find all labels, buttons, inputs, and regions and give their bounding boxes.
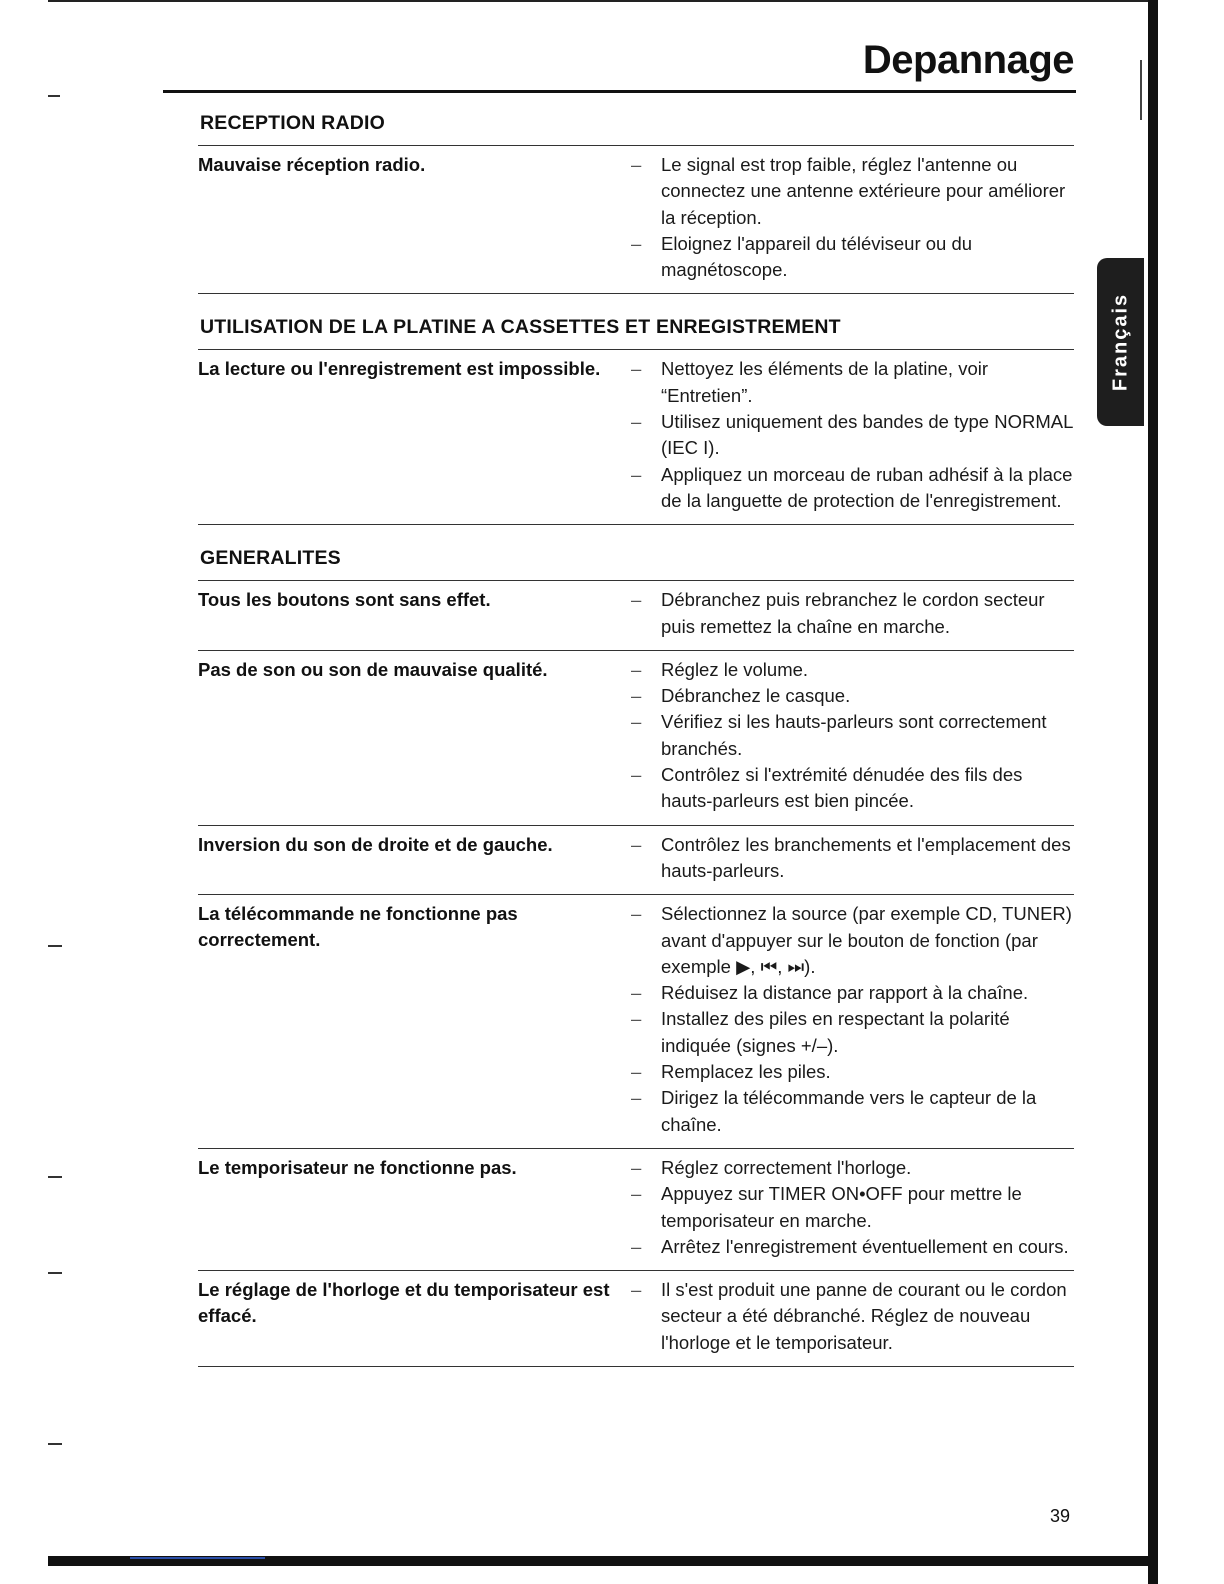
language-tab-label: Français xyxy=(1109,292,1131,392)
solution-item: – Eloignez l'appareil du téléviseur ou du magnétoscope. xyxy=(623,231,1074,284)
right-edge-bar xyxy=(1148,0,1158,1584)
margin-mark xyxy=(48,945,62,947)
margin-mark xyxy=(48,1176,62,1178)
solution-item: – Contrôlez les branchements et l'emplacement des hauts-parleurs. xyxy=(623,832,1074,885)
problem-text: La lecture ou l'enregistrement est impossible. xyxy=(198,358,601,380)
solution-list xyxy=(623,1155,1074,1260)
problem-row xyxy=(198,349,1074,525)
title-rule xyxy=(163,90,1076,93)
solution-list xyxy=(623,901,1074,1138)
solution-item: – Vérifiez si les hauts-parleurs sont correctement branchés. xyxy=(623,709,1074,762)
solution-item: – Réglez correctement l'horloge. xyxy=(623,1155,1074,1181)
solution-list xyxy=(623,356,1074,514)
solution-item: – Réduisez la distance par rapport à la chaîne. xyxy=(623,980,1074,1006)
section-reception-radio xyxy=(198,112,1074,294)
problem-row xyxy=(198,145,1074,294)
problem-row xyxy=(198,650,1074,825)
solution-list xyxy=(623,1277,1074,1356)
language-tab xyxy=(1097,258,1144,426)
section-heading: UTILISATION DE LA PLATINE A CASSETTES ET ENREGISTREMENT xyxy=(200,316,841,339)
problem-text: Le temporisateur ne fonctionne pas. xyxy=(198,1156,517,1178)
problem-text: Mauvaise réception radio. xyxy=(198,154,426,175)
solution-item: – Nettoyez les éléments de la platine, voir “Entretien”. xyxy=(623,356,1074,409)
solution-item: – Appliquez un morceau de ruban adhésif à la place de la languette de protection de l'enregistrement. xyxy=(623,462,1074,515)
problem-row xyxy=(198,1148,1074,1270)
problem-row xyxy=(198,825,1074,895)
bottom-edge-mark xyxy=(130,1557,265,1559)
section-cassette xyxy=(198,316,1074,525)
solution-item: – Utilisez uniquement des bandes de type NORMAL (IEC I). xyxy=(623,409,1074,462)
margin-mark xyxy=(48,1272,62,1274)
solution-item: – Réglez le volume. xyxy=(623,657,1074,683)
problem-text: Pas de son ou son de mauvaise qualité. xyxy=(198,658,548,680)
solution-item: – Appuyez sur TIMER ON•OFF pour mettre le temporisateur en marche. xyxy=(623,1181,1074,1234)
solution-item: – Dirigez la télécommande vers le capteur de la chaîne. xyxy=(623,1085,1074,1138)
section-heading: RECEPTION RADIO xyxy=(200,112,386,134)
margin-mark xyxy=(48,1443,62,1445)
page-number: 39 xyxy=(1050,1506,1071,1526)
solution-item: – Contrôlez si l'extrémité dénudée des fils des hauts-parleurs est bien pincée. xyxy=(623,762,1074,815)
solution-item: – Débranchez le casque. xyxy=(623,683,1074,709)
page-title: Depannage xyxy=(862,38,1074,82)
problem-text: Tous les boutons sont sans effet. xyxy=(198,589,491,611)
solution-list xyxy=(623,657,1074,815)
troubleshooting-content xyxy=(198,112,1074,1367)
problem-row xyxy=(198,894,1074,1148)
problem-text: Inversion du son de droite et de gauche. xyxy=(198,833,553,855)
solution-item: – Sélectionnez la source (par exemple CD, TUNER) avant d'appuyer sur le bouton de fonction (par exemple ▶, ⏮, ⏭). xyxy=(623,901,1074,980)
margin-mark xyxy=(48,95,60,97)
top-border xyxy=(48,0,1148,2)
solution-item: – Installez des piles en respectant la polarité indiquée (signes +/–). xyxy=(623,1006,1074,1059)
solution-list xyxy=(623,832,1074,885)
problem-row xyxy=(198,580,1074,650)
solution-item: – Arrêtez l'enregistrement éventuellement en cours. xyxy=(623,1234,1074,1260)
solution-item: – Le signal est trop faible, réglez l'antenne ou connectez une antenne extérieure pour améliorer la réception. xyxy=(623,152,1074,231)
problem-text: La télécommande ne fonctionne pas correctement. xyxy=(198,903,518,951)
solution-item: – Il s'est produit une panne de courant ou le cordon secteur a été débranché. Réglez de nouveau l'horloge et le temporisateur. xyxy=(623,1277,1074,1356)
problem-row xyxy=(198,1270,1074,1367)
section-generalites xyxy=(198,547,1074,1367)
section-heading: GENERALITES xyxy=(200,547,341,570)
problem-text: Le réglage de l'horloge et du temporisateur est effacé. xyxy=(198,1279,610,1327)
solution-item: – Débranchez puis rebranchez le cordon secteur puis remettez la chaîne en marche. xyxy=(623,587,1074,640)
solution-list xyxy=(623,587,1074,640)
solution-list xyxy=(623,152,1074,283)
right-edge-mark xyxy=(1140,60,1142,120)
solution-item: – Remplacez les piles. xyxy=(623,1059,1074,1085)
